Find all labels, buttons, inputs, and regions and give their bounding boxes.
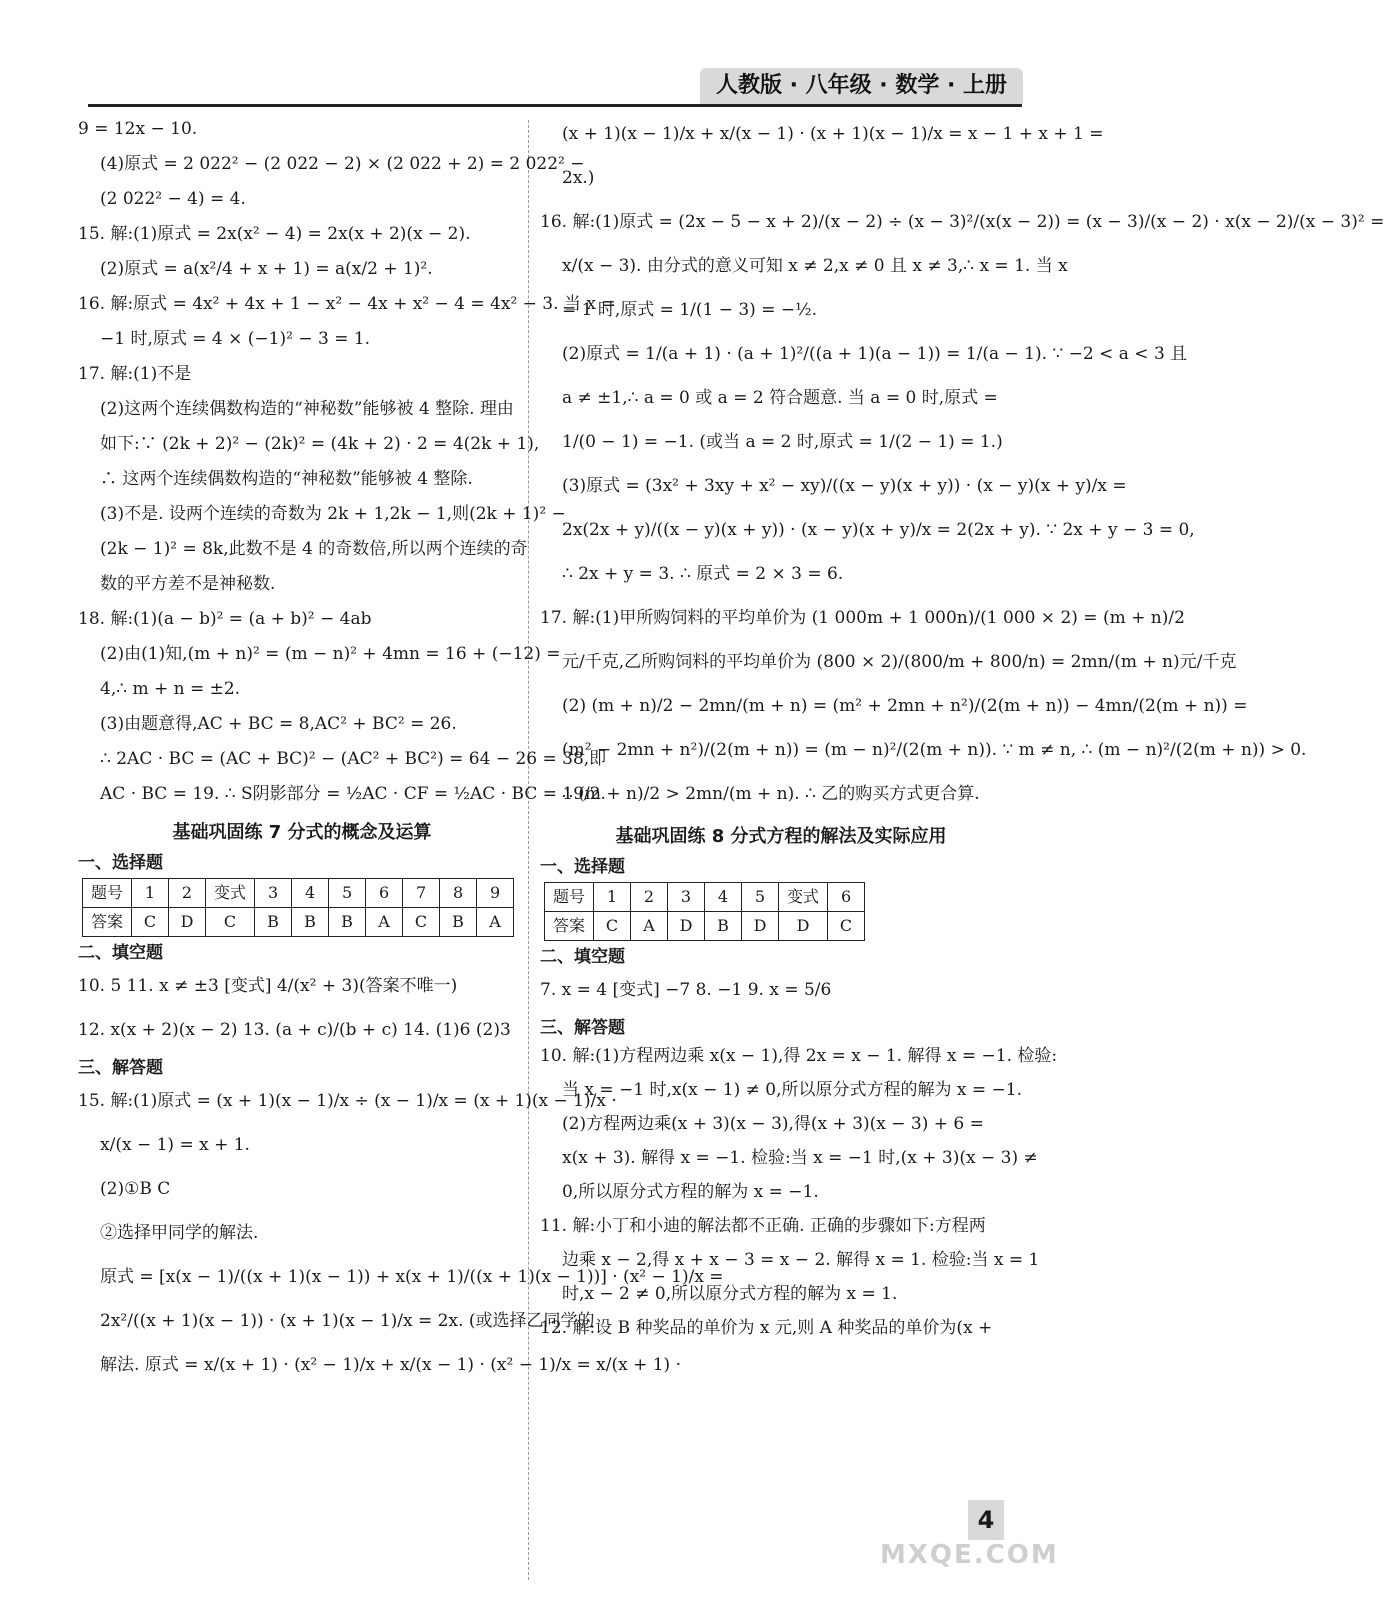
answer-line: (2k − 1)² = 8k,此数不是 4 的奇数倍,所以两个连续的奇 (100, 539, 528, 559)
section-7-title: 基础巩固练 7 分式的概念及运算 (172, 822, 432, 843)
answer-line: (3)由题意得,AC + BC = 8,AC² + BC² = 26. (100, 714, 457, 734)
fill-answer-line: 10. 5 11. x ≠ ±3 [变式] 4/(x² + 3)(答案不唯一) (78, 976, 458, 996)
table-answer-cell: B (292, 907, 329, 936)
answer-line: 如下:∵ (2k + 2)² − (2k)² = (4k + 2) · 2 = 4(2k + 1), (100, 434, 540, 454)
table-header-cell: 5 (329, 878, 366, 907)
answer-line: ②选择甲同学的解法. (100, 1223, 259, 1244)
book-edition-tab: 人教版 · 八年级 · 数学 · 上册 (700, 68, 1023, 104)
answer-line: x/(x − 1) = x + 1. (100, 1135, 250, 1156)
right-answer-lines (540, 112, 1384, 816)
s7-answer-table (82, 878, 514, 937)
answer-line: 4,∴ m + n = ±2. (100, 679, 241, 699)
table-header-cell: 变式 (206, 878, 255, 907)
answer-line: (2)原式 = a(x²/4 + x + 1) = a(x/2 + 1)². (100, 259, 433, 279)
answer-line: 2x(2x + y)/((x − y)(x + y)) · (x − y)(x + y)/x = 2(2x + y). ∵ 2x + y − 3 = 0, (562, 520, 1195, 540)
table-header-cell: 题号 (83, 878, 132, 907)
answer-line: (2)由(1)知,(m + n)² = (m − n)² + 4mn = 16 + (−12) = (100, 644, 561, 664)
table-answer-cell: D (742, 911, 779, 940)
answer-line: −1 时,原式 = 4 × (−1)² − 3 = 1. (100, 329, 371, 349)
answer-line: 1/(0 − 1) = −1. (或当 a = 2 时,原式 = 1/(2 − 1) = 1.) (562, 432, 1003, 452)
answer-line: (2 022² − 4) = 4. (100, 189, 246, 209)
answer-line: 原式 = [x(x − 1)/((x + 1)(x − 1)) + x(x + 1)/((x + 1)(x − 1))] · (x² − 1)/x = (100, 1267, 724, 1288)
fill-answer-line: 12. x(x + 2)(x − 2) 13. (a + c)/(b + c) 14. (1)6 (2)3 (78, 1020, 511, 1040)
answer-line: (2) (m + n)/2 − 2mn/(m + n) = (m² + 2mn + n²)/(2(m + n)) − 4mn/(2(m + n)) = (562, 696, 1248, 716)
table-answer-cell: C (828, 911, 865, 940)
table-answer-cell: B (705, 911, 742, 940)
answer-line: 17. 解:(1)不是 (78, 364, 192, 384)
answer-line: 17. 解:(1)甲所购饲料的平均单价为 (1 000m + 1 000n)/(1 000 × 2) = (m + n)/2 (540, 608, 1185, 628)
answer-line: 边乘 x − 2,得 x + x − 3 = x − 2. 解得 x = 1. 检验:当 x = 1 (562, 1250, 1040, 1271)
table-header-cell: 7 (403, 878, 440, 907)
answer-line: ∴ 2x + y = 3. ∴ 原式 = 2 × 3 = 6. (562, 564, 844, 584)
answer-line: (x + 1)(x − 1)/x + x/(x − 1) · (x + 1)(x − 1)/x = x − 1 + x + 1 = (562, 124, 1104, 144)
s7-table-answer-row (83, 907, 514, 936)
answer-line: (2)①B C (100, 1179, 171, 1200)
watermark-text: MXQE.COM (880, 1540, 1059, 1570)
s8-answer-table (544, 882, 865, 941)
answer-line: 9 = 12x − 10. (78, 119, 198, 139)
answer-line: x/(x − 3). 由分式的意义可知 x ≠ 2,x ≠ 0 且 x ≠ 3,∴ x = 1. 当 x (562, 256, 1068, 276)
table-answer-cell: C (403, 907, 440, 936)
table-header-cell: 2 (169, 878, 206, 907)
answer-line: ∴ 2AC · BC = (AC + BC)² − (AC² + BC²) = 64 − 26 = 38,即 (100, 749, 607, 769)
answer-line: ∴ 这两个连续偶数构造的“神秘数”能够被 4 整除. (100, 469, 473, 489)
table-answer-cell: D (779, 911, 828, 940)
table-header-cell: 2 (631, 882, 668, 911)
table-answer-cell: A (631, 911, 668, 940)
table-header-cell: 4 (705, 882, 742, 911)
answer-line: 解法. 原式 = x/(x + 1) · (x² − 1)/x + x/(x − 1) · (x² − 1)/x = x/(x + 1) · (100, 1355, 681, 1376)
left-answer-lines (78, 112, 616, 812)
table-header-cell: 变式 (779, 882, 828, 911)
table-header-cell: 9 (477, 878, 514, 907)
table-answer-cell: D (169, 907, 206, 936)
answer-line: (3)不是. 设两个连续的奇数为 2k + 1,2k − 1,则(2k + 1)² − (100, 504, 566, 524)
answer-line: (m² − 2mn + n²)/(2(m + n)) = (m − n)²/(2(m + n)). ∵ m ≠ n, ∴ (m − n)²/(2(m + n)) > 0. (562, 740, 1307, 760)
answer-line: 11. 解:小丁和小迪的解法都不正确. 正确的步骤如下:方程两 (540, 1216, 986, 1237)
s7-fill-answers (78, 964, 526, 1052)
table-answer-cell: B (440, 907, 477, 936)
table-header-cell: 3 (668, 882, 705, 911)
table-header-cell: 4 (292, 878, 329, 907)
answer-line: 数的平方差不是神秘数. (100, 574, 276, 594)
answer-line: 时,x − 2 ≠ 0,所以原分式方程的解为 x = 1. (562, 1284, 898, 1305)
s7-solve-heading: 三、解答题 (78, 1058, 163, 1078)
table-answer-cell: C (206, 907, 255, 936)
s8-solve-heading: 三、解答题 (540, 1018, 625, 1038)
table-header-cell: 1 (594, 882, 631, 911)
answer-line: (2)这两个连续偶数构造的“神秘数”能够被 4 整除. 理由 (100, 399, 514, 419)
answer-line: 16. 解:(1)原式 = (2x − 5 − x + 2)/(x − 2) ÷ (x − 3)²/(x(x − 2)) = (x − 3)/(x − 2) · x(x − 2)/(x − 3)² = (540, 212, 1384, 232)
table-header-cell: 8 (440, 878, 477, 907)
table-header-cell: 6 (828, 882, 865, 911)
page-number: 4 (968, 1500, 1004, 1540)
s8-solve-answers (540, 1039, 1058, 1345)
table-header-cell: 3 (255, 878, 292, 907)
page-header (0, 0, 1113, 112)
answer-line: a ≠ ±1,∴ a = 0 或 a = 2 符合题意. 当 a = 0 时,原式 = (562, 388, 998, 408)
table-answer-cell: B (255, 907, 292, 936)
s7-choice-heading: 一、选择题 (78, 852, 163, 873)
section-8-title: 基础巩固练 8 分式方程的解法及实际应用 (615, 826, 947, 847)
answer-line: (2)方程两边乘(x + 3)(x − 3),得(x + 3)(x − 3) + 6 = (562, 1114, 984, 1135)
answer-line: 15. 解:(1)原式 = 2x(x² − 4) = 2x(x + 2)(x − 2). (78, 224, 471, 244)
fill-answer-line: 7. x = 4 [变式] −7 8. −1 9. x = 5/6 (540, 980, 832, 1000)
s8-fill-heading: 二、填空题 (540, 946, 625, 967)
table-header-cell: 5 (742, 882, 779, 911)
table-answer-cell: A (366, 907, 403, 936)
answer-line: 当 x = −1 时,x(x − 1) ≠ 0,所以原分式方程的解为 x = −1. (562, 1080, 1022, 1101)
s8-choice-heading: 一、选择题 (540, 856, 625, 877)
answer-line: x(x + 3). 解得 x = −1. 检验:当 x = −1 时,(x + 3)(x − 3) ≠ (562, 1148, 1038, 1169)
answer-line: 2x²/((x + 1)(x − 1)) · (x + 1)(x − 1)/x = 2x. (或选择乙同学的 (100, 1311, 595, 1332)
answer-line: 15. 解:(1)原式 = (x + 1)(x − 1)/x ÷ (x − 1)/x = (x + 1)(x − 1)/x · (78, 1091, 617, 1112)
s8-table-header-row (545, 882, 865, 911)
answer-line: 0,所以原分式方程的解为 x = −1. (562, 1182, 819, 1203)
answer-line: (3)原式 = (3x² + 3xy + x² − xy)/((x − y)(x + y)) · (x − y)(x + y)/x = (562, 476, 1127, 496)
table-answer-cell: B (329, 907, 366, 936)
table-answer-cell: C (132, 907, 169, 936)
right-column (540, 112, 1384, 1345)
table-header-cell: 6 (366, 878, 403, 907)
table-answer-cell: 答案 (545, 911, 594, 940)
answer-line: 18. 解:(1)(a − b)² = (a + b)² − 4ab (78, 609, 372, 629)
answer-line: 10. 解:(1)方程两边乘 x(x − 1),得 2x = x − 1. 解得 x = −1. 检验: (540, 1046, 1058, 1067)
table-answer-cell: 答案 (83, 907, 132, 936)
s8-table-answer-row (545, 911, 865, 940)
table-header-cell: 1 (132, 878, 169, 907)
answer-line: ∴ (m + n)/2 > 2mn/(m + n). ∴ 乙的购买方式更合算. (562, 784, 980, 804)
answer-line: = 1 时,原式 = 1/(1 − 3) = −½. (562, 300, 817, 320)
s8-fill-answers (540, 968, 1022, 1012)
answer-line: (4)原式 = 2 022² − (2 022 − 2) × (2 022 + 2) = 2 022² − (100, 154, 585, 174)
answer-line: AC · BC = 19. ∴ S阴影部分 = ½AC · CF = ½AC · BC = 19/2. (100, 784, 606, 804)
answer-line: 16. 解:原式 = 4x² + 4x + 1 − x² − 4x + x² − 4 = 4x² − 3. 当 x = (78, 294, 616, 314)
table-answer-cell: C (594, 911, 631, 940)
table-answer-cell: A (477, 907, 514, 936)
header-rule (88, 104, 1022, 107)
answer-line: 元/千克,乙所购饲料的平均单价为 (800 × 2)/(800/m + 800/n) = 2mn/(m + n)元/千克 (562, 652, 1237, 672)
table-header-cell: 题号 (545, 882, 594, 911)
s7-fill-heading: 二、填空题 (78, 942, 163, 963)
answer-line: 12. 解:设 B 种奖品的单价为 x 元,则 A 种奖品的单价为(x + (540, 1318, 993, 1339)
table-answer-cell: D (668, 911, 705, 940)
answer-line: (2)原式 = 1/(a + 1) · (a + 1)²/((a + 1)(a − 1)) = 1/(a − 1). ∵ −2 < a < 3 且 (562, 344, 1188, 364)
s7-table-header-row (83, 878, 514, 907)
answer-line: 2x.) (562, 168, 595, 188)
